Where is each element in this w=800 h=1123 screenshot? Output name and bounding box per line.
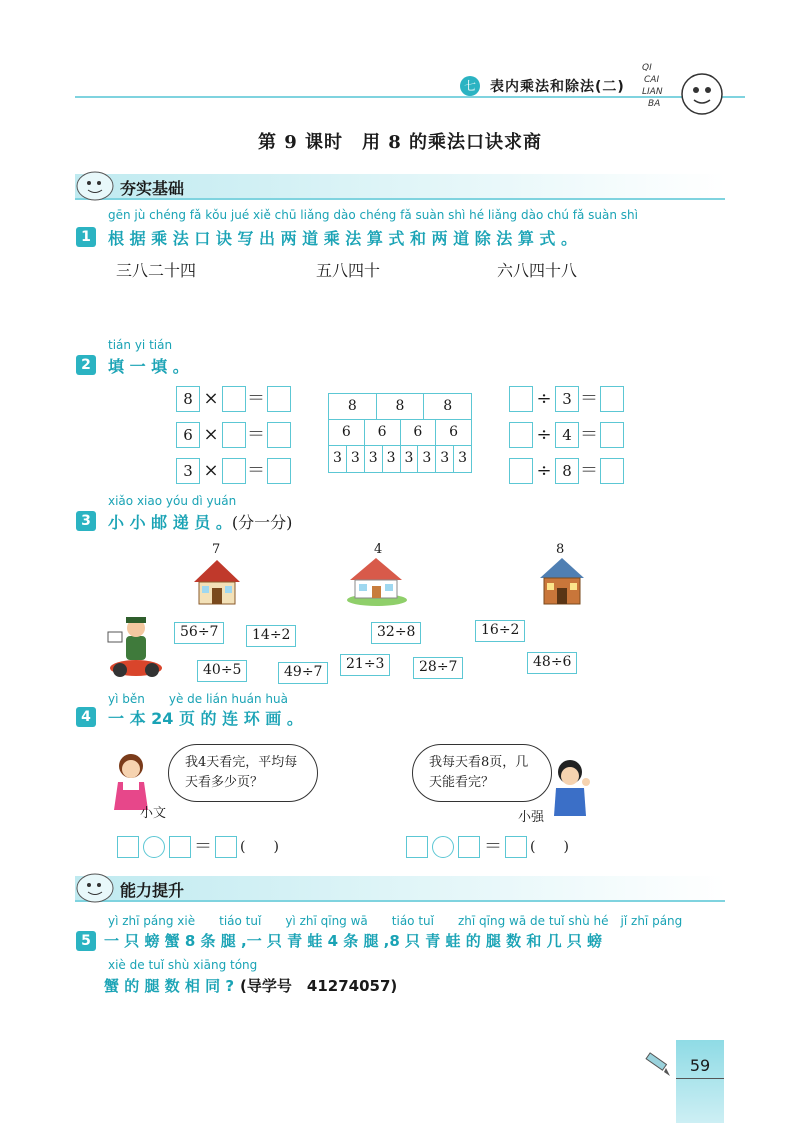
bar-cell: 3 (436, 446, 454, 472)
house-number: 8 (556, 542, 565, 557)
times-sign: × (203, 388, 219, 409)
equals-sign: ＝ (247, 388, 265, 409)
division-card[interactable]: 40÷5 (197, 660, 247, 682)
bar-cell: 3 (347, 446, 365, 472)
division-card[interactable]: 56÷7 (174, 622, 224, 644)
mul-given-box: 8 (176, 386, 200, 412)
division-card[interactable]: 14÷2 (246, 625, 296, 647)
q5-text-line2 (104, 975, 397, 996)
mul-answer-box[interactable] (222, 386, 246, 412)
mul-result-box[interactable] (267, 386, 291, 412)
speech-bubble-xiaoqiang: 我每天看8页，几天能看完？ (412, 744, 552, 802)
equals-sign: ＝ (580, 460, 598, 481)
section-title-basic: 夯实基础 (120, 179, 185, 198)
rhyme-2: 五八四十 (316, 261, 381, 280)
divide-sign: ÷ (536, 460, 552, 481)
qicai-logo-icon (640, 52, 730, 122)
times-sign: × (203, 460, 219, 481)
bar-cell: 3 (458, 450, 468, 466)
div-result-box[interactable] (600, 386, 624, 412)
svg-text:CAI: CAI (644, 75, 660, 85)
name-xiaoqiang: 小强 (518, 810, 545, 825)
q2-pinyin: tián yi tián (108, 338, 173, 352)
answer-box[interactable] (117, 836, 139, 858)
bar-cell: 8 (377, 394, 425, 419)
div-answer-box[interactable] (509, 422, 533, 448)
page-tab (676, 1040, 724, 1123)
q2-text: 填 一 填 。 (108, 357, 189, 376)
bar-cell: 3 (365, 446, 383, 472)
equals-sign: ＝ (194, 836, 212, 857)
q3-title: 小 小 邮 递 员 。 (108, 513, 232, 532)
equals-sign: ＝ (247, 460, 265, 481)
mul-given-box: 6 (176, 422, 200, 448)
bar-cell: 6 (365, 420, 401, 445)
div-given-box: 4 (555, 422, 579, 448)
q3-pinyin: xiǎo xiao yóu dì yuán (108, 494, 237, 508)
q3-suffix: (分一分) (231, 513, 293, 532)
division-card[interactable]: 21÷3 (340, 654, 390, 676)
q2-number: 2 (76, 355, 96, 375)
bar-cell: 3 (401, 446, 419, 472)
house-icon (192, 558, 242, 606)
div-result-box[interactable] (600, 422, 624, 448)
mascot-icon (74, 168, 116, 202)
divide-sign: ÷ (536, 388, 552, 409)
bar-cell: 3 (383, 446, 401, 472)
lesson-title: 第 9 课时 用 8 的乘法口诀求商 (257, 132, 543, 153)
equals-sign: ＝ (580, 424, 598, 445)
rhyme-1: 三八二十四 (116, 261, 197, 280)
division-card[interactable]: 48÷6 (527, 652, 577, 674)
unit-paren[interactable]: ( ) (530, 839, 569, 855)
house-icon (538, 556, 586, 606)
name-xiaowen: 小文 (140, 806, 167, 821)
q4-number: 4 (76, 707, 96, 727)
division-card[interactable]: 32÷8 (371, 622, 421, 644)
times-sign: × (203, 424, 219, 445)
unit-badge: 七 (460, 76, 480, 96)
q5-question: 蟹 的 腿 数 相 同 ? (104, 977, 235, 995)
operator-circle[interactable] (143, 836, 165, 858)
div-given-box: 8 (555, 458, 579, 484)
unit-title: 表内乘法和除法(二) (490, 79, 625, 95)
q3-text (108, 510, 292, 533)
q5-pinyin-line2: xiè de tuǐ shù xiāng tóng (108, 958, 258, 972)
division-card[interactable]: 49÷7 (278, 662, 328, 684)
svg-text:BA: BA (648, 99, 661, 109)
q3-number: 3 (76, 511, 96, 531)
div-answer-box[interactable] (509, 458, 533, 484)
bar-cell: 3 (418, 446, 436, 472)
q5-guide-number: (导学号 41274057) (240, 977, 398, 995)
svg-text:LIAN: LIAN (642, 87, 663, 97)
mul-result-box[interactable] (267, 458, 291, 484)
mascot-icon (74, 870, 116, 904)
page-number: 59 (689, 1056, 711, 1075)
mul-result-box[interactable] (267, 422, 291, 448)
bar-cell: 6 (449, 424, 459, 440)
mul-answer-box[interactable] (222, 422, 246, 448)
div-result-box[interactable] (600, 458, 624, 484)
answer-box[interactable] (169, 836, 191, 858)
pencil-icon (642, 1048, 672, 1078)
svg-text:QI: QI (642, 63, 652, 73)
bar-cell: 6 (401, 420, 437, 445)
bar-row-8 (329, 394, 471, 420)
section-title-advanced: 能力提升 (120, 881, 185, 900)
q1-number: 1 (76, 227, 96, 247)
div-answer-box[interactable] (509, 386, 533, 412)
bar-model (328, 393, 472, 473)
house-number: 4 (374, 542, 383, 557)
q4-pinyin: yì běn yè de lián huán huà (108, 692, 288, 706)
bar-cell: 8 (443, 398, 453, 414)
q5-pinyin-line1: yì zhī páng xiè tiáo tuǐ yì zhī qīng wā tiáo tuǐ zhī qīng wā de tuǐ shù hé jǐ zhī páng (108, 914, 683, 928)
boy-icon (548, 758, 592, 820)
equals-sign: ＝ (580, 388, 598, 409)
answer-box[interactable] (505, 836, 527, 858)
div-given-box: 3 (555, 386, 579, 412)
bar-row-6 (329, 420, 471, 446)
bar-cell: 8 (329, 394, 377, 419)
page-number-rule (676, 1078, 724, 1079)
equals-sign: ＝ (484, 836, 502, 857)
mul-answer-box[interactable] (222, 458, 246, 484)
q4-text: 一 本 24 页 的 连 环 画 。 (108, 709, 303, 728)
mail-carrier-icon (106, 614, 166, 678)
house-icon (346, 556, 408, 606)
equals-sign: ＝ (247, 424, 265, 445)
answer-box[interactable] (215, 836, 237, 858)
divide-sign: ÷ (536, 424, 552, 445)
division-card[interactable]: 28÷7 (413, 657, 463, 679)
q1-text: 根 据 乘 法 口 诀 写 出 两 道 乘 法 算 式 和 两 道 除 法 算 式 。 (108, 229, 577, 248)
mul-given-box: 3 (176, 458, 200, 484)
speech-bubble-xiaowen: 我4天看完，平均每天看多少页？ (168, 744, 318, 802)
bar-cell: 6 (329, 420, 365, 445)
answer-box[interactable] (458, 836, 480, 858)
q5-number: 5 (76, 931, 96, 951)
house-number: 7 (212, 542, 221, 557)
operator-circle[interactable] (432, 836, 454, 858)
bar-cell: 3 (329, 446, 347, 472)
bar-row-3 (329, 446, 471, 472)
division-card[interactable]: 16÷2 (475, 620, 525, 642)
answer-box[interactable] (406, 836, 428, 858)
unit-paren[interactable]: ( ) (240, 839, 279, 855)
q5-text-line1: 一 只 螃 蟹 8 条 腿 ,一 只 青 蛙 4 条 腿 ,8 只 青 蛙 的 腿 数 和 几 只 螃 (104, 932, 603, 950)
q1-pinyin: gēn jù chéng fǎ kǒu jué xiě chū liǎng dào chéng fǎ suàn shì hé liǎng dào chú fǎ suàn shì (108, 208, 638, 222)
rhyme-3: 六八四十八 (497, 261, 578, 280)
